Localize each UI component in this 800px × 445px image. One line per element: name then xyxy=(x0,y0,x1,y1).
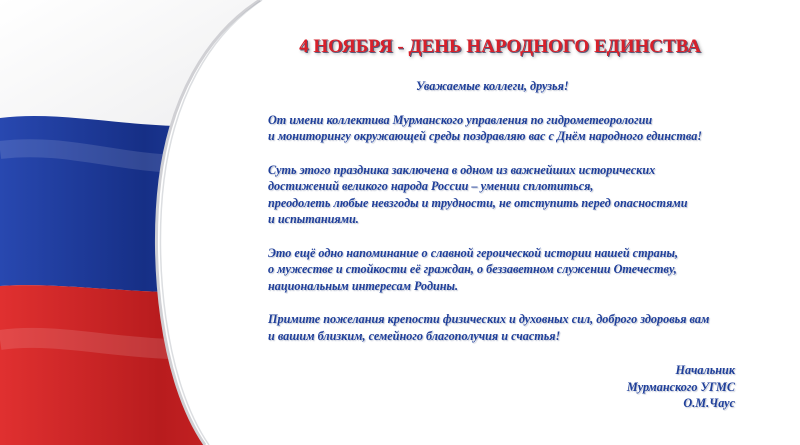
paragraph-3 xyxy=(268,245,768,295)
page-title: 4 НОЯБРЯ - ДЕНЬ НАРОДНОГО ЕДИНСТВА xyxy=(299,36,701,57)
greeting: Уважаемые коллеги, друзья! xyxy=(416,79,569,93)
paragraph-2 xyxy=(268,162,768,228)
signature-organization: Мурманского УГМС xyxy=(626,379,735,394)
signature-block xyxy=(585,362,735,412)
paragraph-line: преодолеть любые невзгоды и трудности, не отступить перед опасностями xyxy=(268,195,688,210)
paragraph-line: и вашим близким, семейного благополучия и счастья! xyxy=(268,328,561,343)
paragraph-4 xyxy=(268,311,768,344)
paragraph-line: Это ещё одно напоминание о славной героической истории нашей страны, xyxy=(268,245,679,260)
paragraph-line: Примите пожелания крепости физических и духовных сил, доброго здоровья вам xyxy=(268,312,710,326)
letter-body xyxy=(268,78,768,361)
signature-name: О.М.Чаус xyxy=(683,396,735,410)
paragraph-line: о мужестве и стойкости её граждан, о беззаветном служении Отечеству, xyxy=(268,262,677,276)
paragraph-line: достижений великого народа России – умении сплотиться, xyxy=(268,179,594,193)
signature-position: Начальник xyxy=(675,363,735,377)
paragraph-1 xyxy=(268,112,768,145)
paragraph-line: и испытаниями. xyxy=(268,212,359,226)
paragraph-line: национальным интересам Родины. xyxy=(268,278,459,293)
paragraph-line: От имени коллектива Мурманского управления по гидрометеорологии xyxy=(268,112,653,127)
paragraph-line: и мониторингу окружающей среды поздравляю вас с Днём народного единства! xyxy=(268,129,703,143)
paragraph-line: Суть этого праздника заключена в одном из важнейших исторических xyxy=(268,162,656,177)
